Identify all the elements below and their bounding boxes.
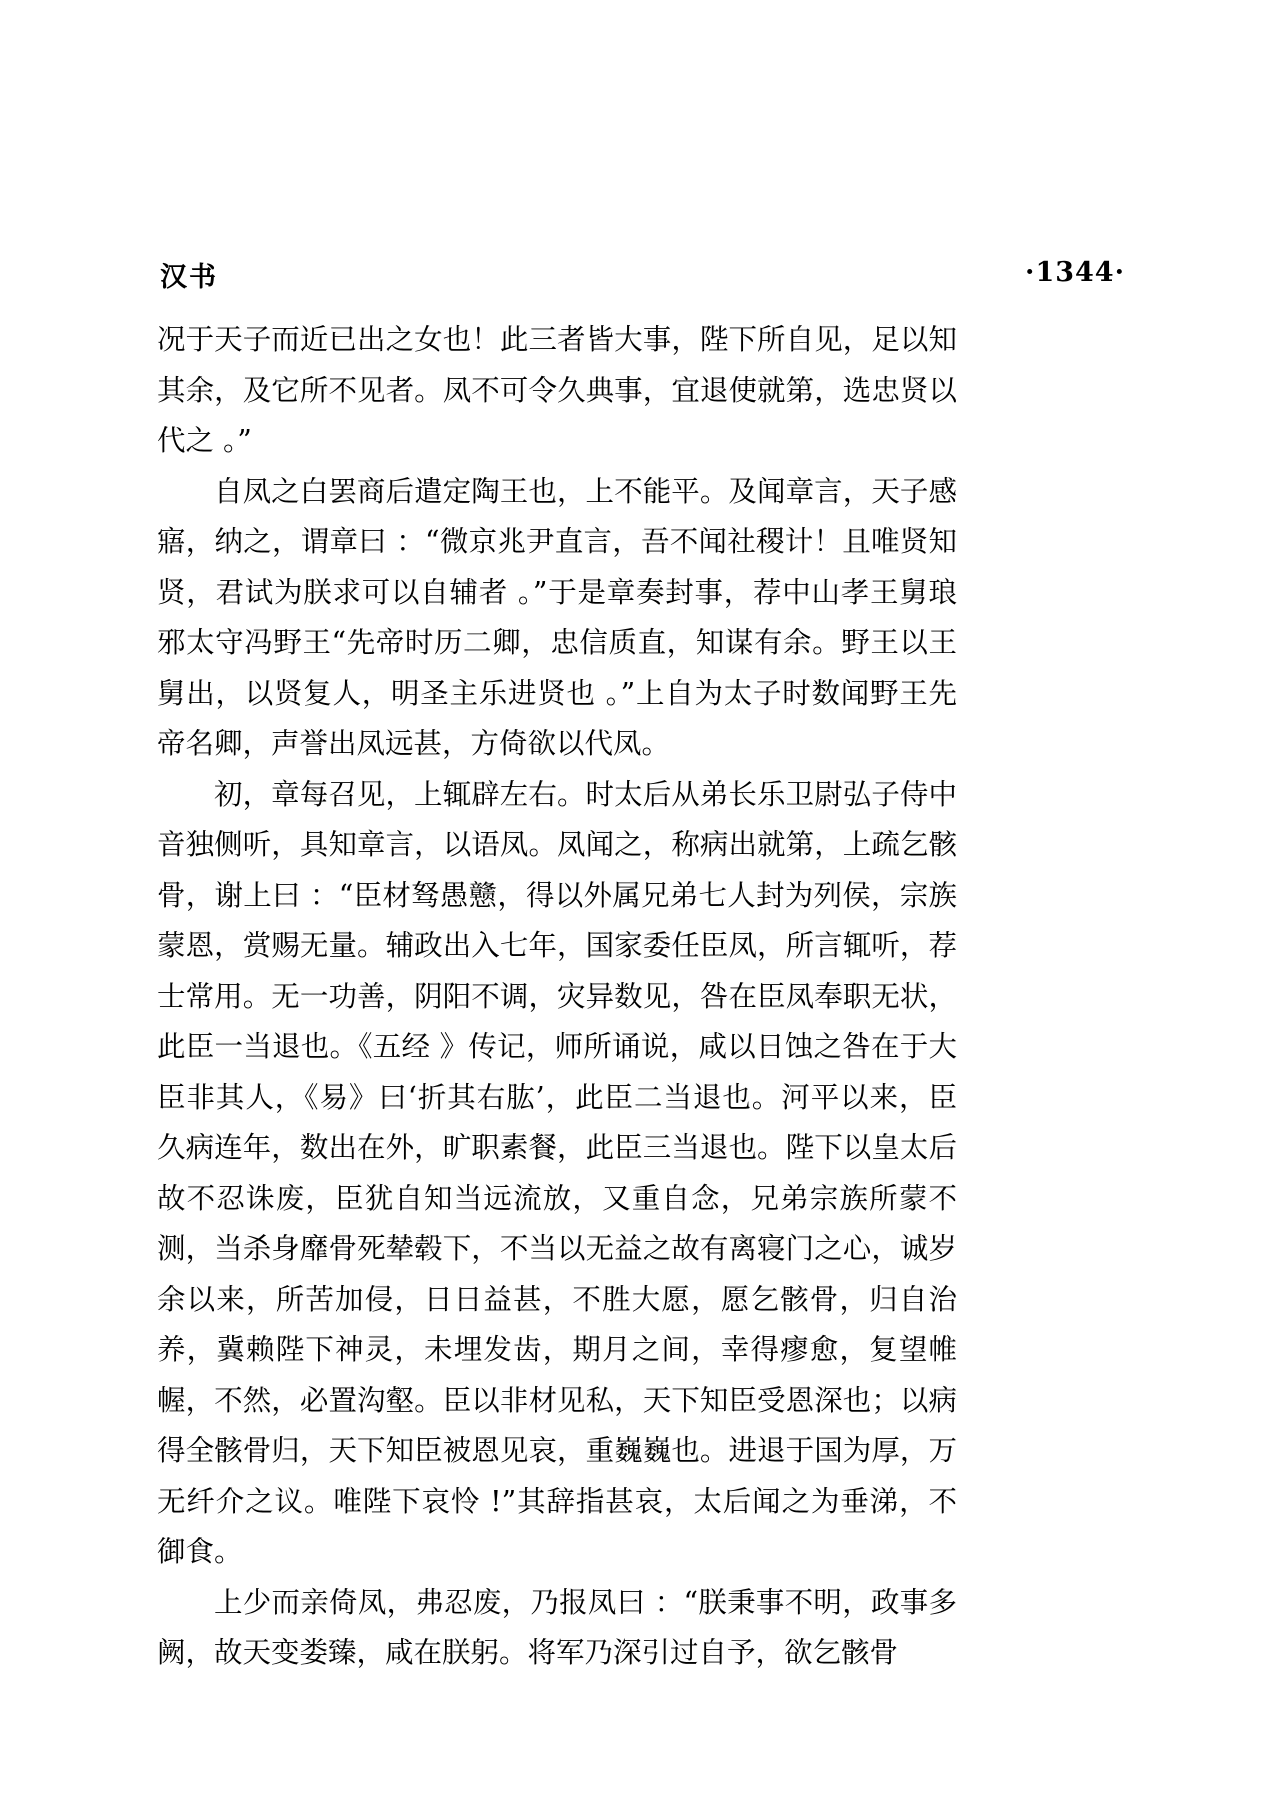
book-title: 汉书 <box>160 262 218 293</box>
paragraph: 况于天子而近已出之女也！此三者皆大事，陛下所自见，足以知其余，及它所不见者。凤不可令久典事，宜退使就第，选忠贤以代之 。” <box>157 323 957 457</box>
paragraph: 上少而亲倚凤，弗忍废，乃报凤曰 ：“朕秉事不明，政事多阙，故天变娄臻，咸在朕躬。将军乃深引过自予，欲乞骸骨 <box>157 1585 957 1669</box>
page-header <box>160 255 1125 295</box>
page-number: ·1344· <box>1025 257 1125 288</box>
body-text <box>157 315 957 1679</box>
paragraph: 初，章每召见，上辄辟左右。时太后从弟长乐卫尉弘子侍中音独侧听，具知章言，以语凤。凤闻之，称病出就第，上疏乞骸骨，谢上曰 ：“臣材驽愚戆，得以外属兄弟七人封为列侯，宗族蒙恩，赏赐无量。辅政出入七年，国家委任臣凤，所言辄听，荐士常用。无一功善，阴阳不调，灾异数见，咎在臣凤奉职无状，此臣一当退也。《五经 》传记，师所诵说，咸以日蚀之咎在于大臣非其人，《易》曰‘折其右肱’，此臣二当退也。河平以来，臣久病连年，数出在外，旷职素餐，此臣三当退也。陛下以皇太后故不忍诛废，臣犹自知当远流放，又重自念，兄弟宗族所蒙不测，当杀身靡骨死辇毂下，不当以无益之故有离寝门之心，诚岁余以来，所苦加侵，日日益甚，不胜大愿，愿乞骸骨，归自治养，冀赖陛下神灵，未埋发齿，期月之间，幸得瘳愈，复望帷幄，不然，必置沟壑。臣以非材见私，天下知臣受恩深也；以病得全骸骨归，天下知臣被恩见哀，重巍巍也。进退于国为厚，万无纤介之议。唯陛下哀怜 !”其辞指甚哀，太后闻之为垂涕，不御食。 <box>157 777 957 1568</box>
paragraph: 自凤之白罢商后遣定陶王也，上不能平。及闻章言，天子感寤，纳之，谓章曰 ：“微京兆尹直言，吾不闻社稷计！且唯贤知贤，君试为朕求可以自辅者 。”于是章奏封事，荐中山孝王舅琅邪太守冯野王“先帝时历二卿，忠信质直，知谋有余。野王以王舅出，以贤复人，明圣主乐进贤也 。”上自为太子时数闻野王先帝名卿，声誉出凤远甚，方倚欲以代凤。 <box>157 474 957 760</box>
